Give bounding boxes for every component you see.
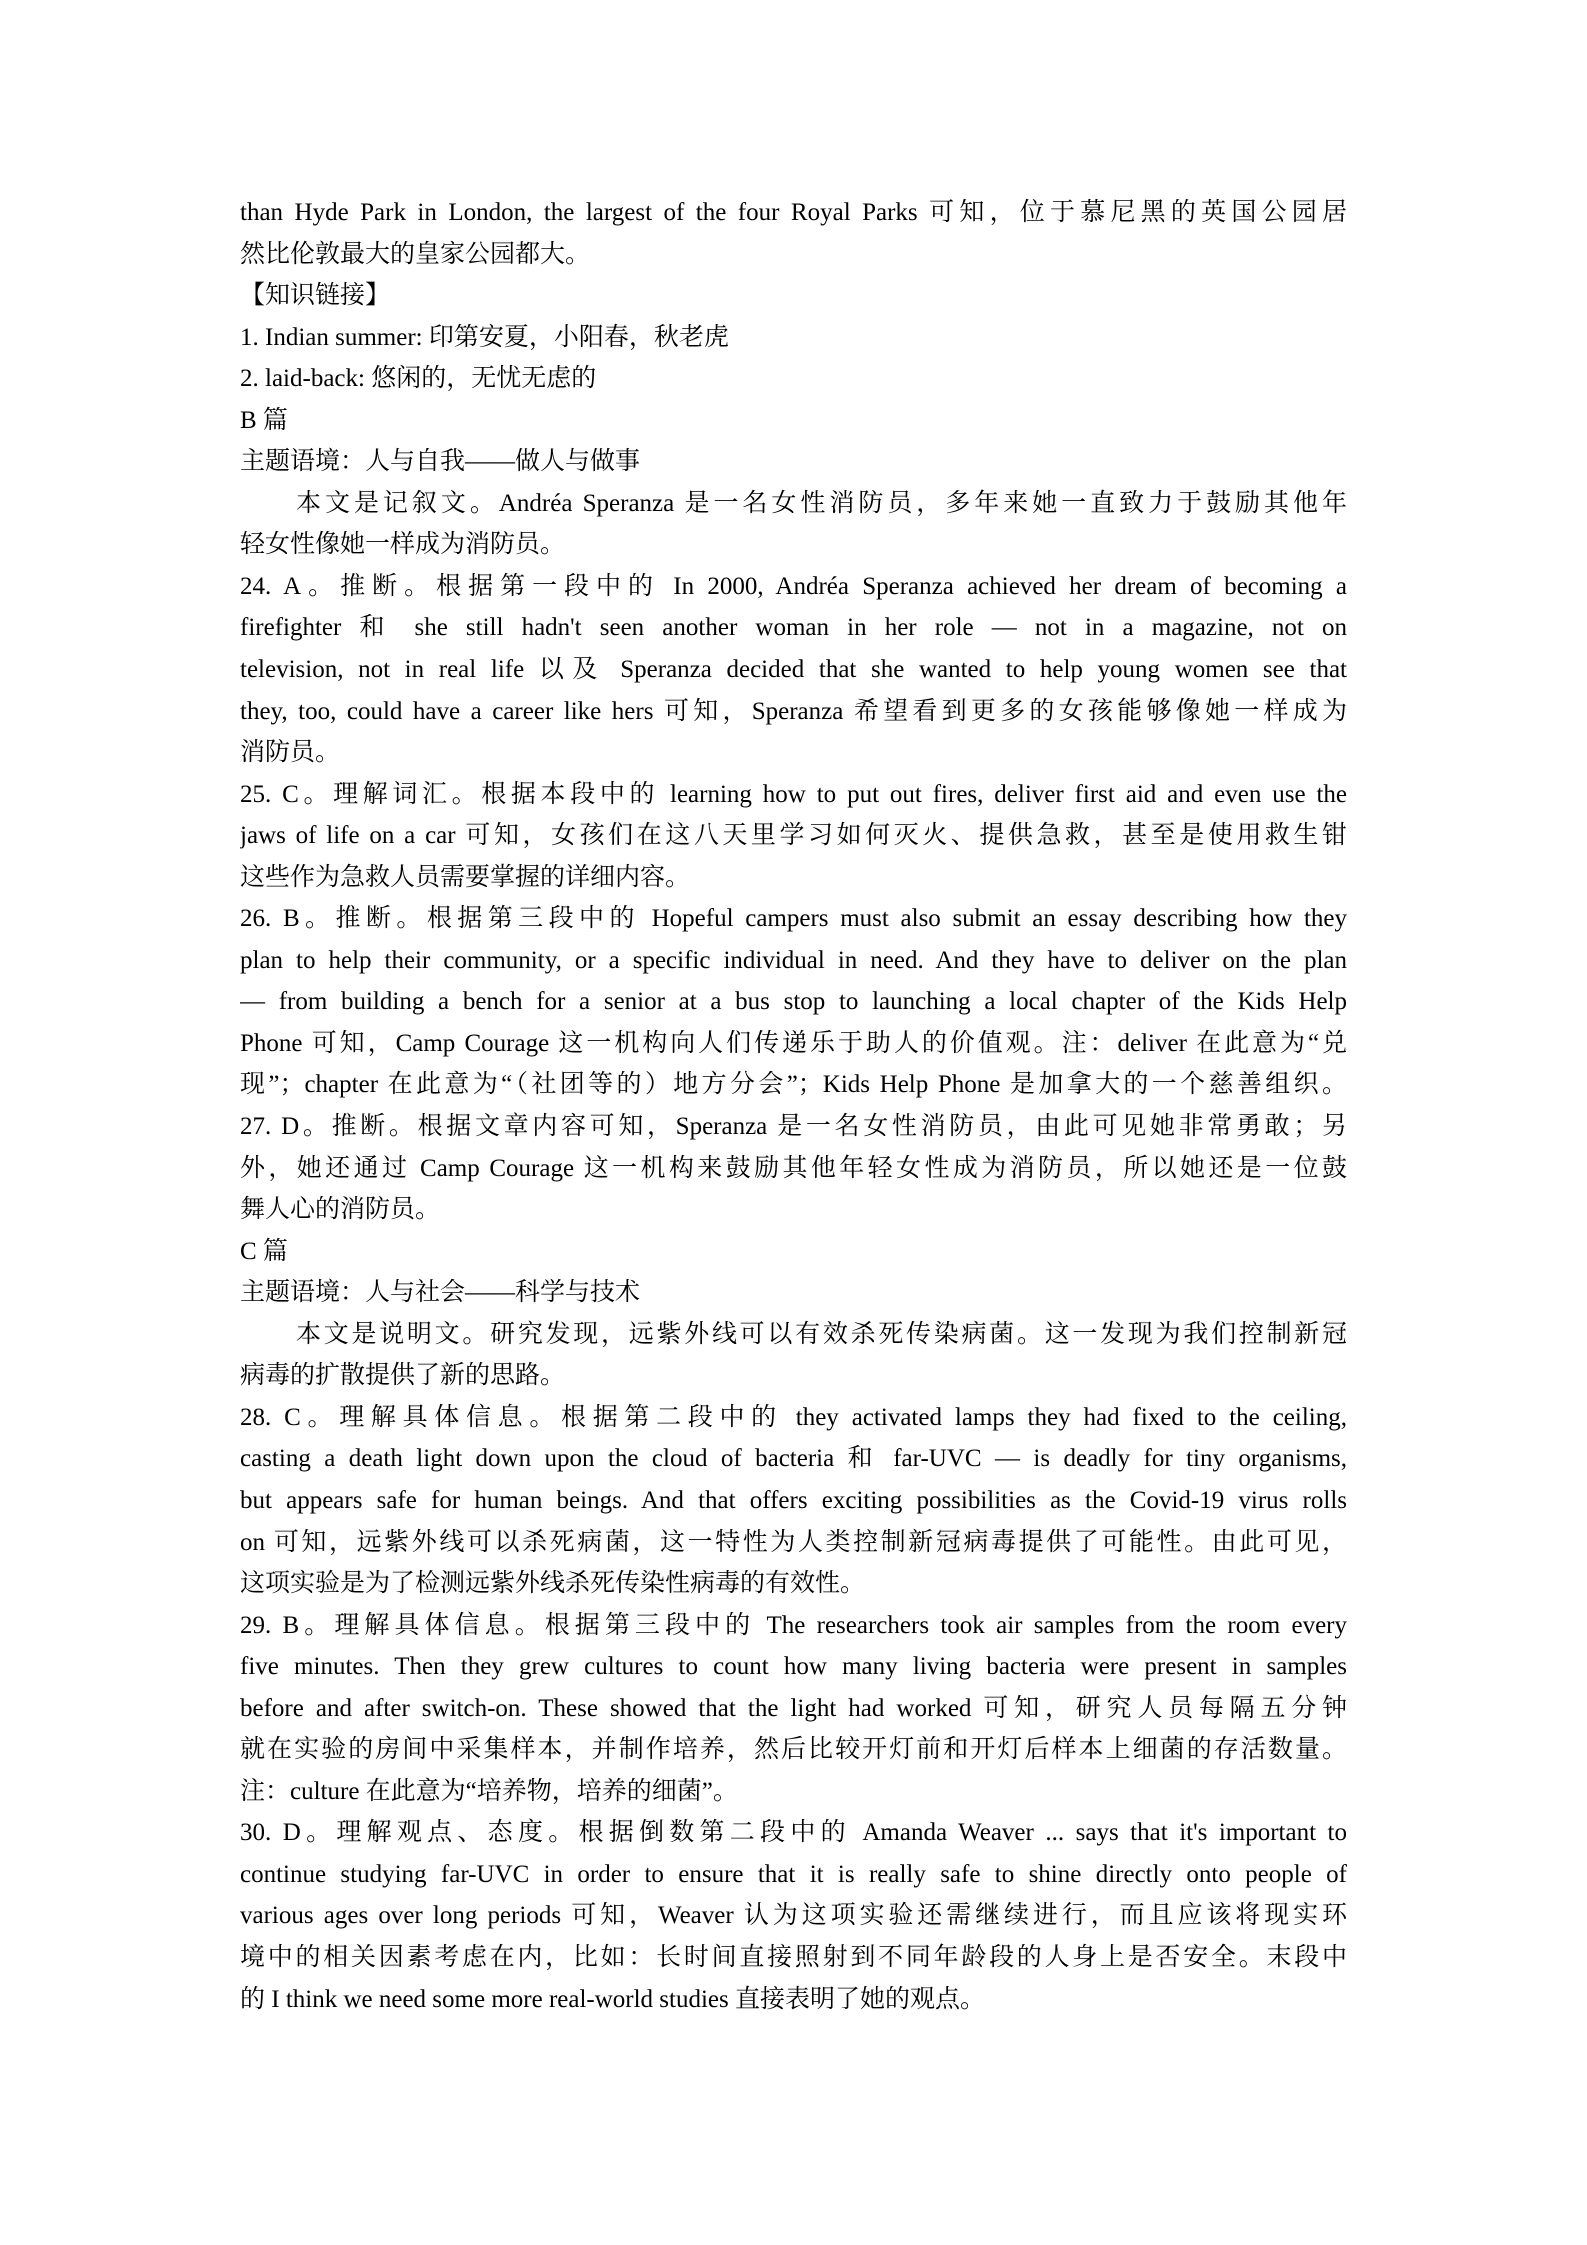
text-line: 这些作为急救人员需要掌握的详细内容。 [240,863,691,891]
text-line: on 可知，远紫外线可以杀死病菌，这一特性为人类控制新冠病毒提供了可能性。由此可见， [240,1528,1347,1556]
text-line: firefighter 和 she still hadn't seen another woman in her role — not in a magazine, not on [240,614,1347,642]
text-line: 【知识链接】 [240,282,391,310]
text-line: before and after switch-on. These showed that the light had worked 可知，研究人员每隔五分钟 [240,1694,1347,1722]
text-line: five minutes. Then they grew cultures to count how many living bacteria were present in samples [240,1653,1347,1681]
paragraph [240,1106,1347,1231]
paragraph [240,358,1347,400]
paragraph [240,1605,1347,1813]
paragraph [240,1272,1347,1314]
text-line: but appears safe for human beings. And that offers exciting possibilities as the Covid-19 virus rolls [240,1486,1347,1514]
text-line: 注：culture 在此意为“培养物，培养的细菌”。 [240,1777,738,1805]
text-line: 本文是记叙文。Andréa Speranza 是一名女性消防员，多年来她一直致力于鼓励其他年 [296,489,1347,517]
paragraph [240,400,1347,442]
text-line: jaws of life on a car 可知，女孩们在这八天里学习如何灭火、提供急救，甚至是使用救生钳 [240,822,1347,850]
paragraph [240,317,1347,359]
text-line: than Hyde Park in London, the largest of the four Royal Parks 可知，位于慕尼黑的英国公园居 [240,199,1347,226]
text-line: 外，她还通过 Camp Courage 这一机构来鼓励其他年轻女性成为消防员，所以她还是一位鼓 [240,1154,1347,1182]
paragraph [240,192,1347,275]
text-line: casting a death light down upon the cloud of bacteria 和 far-UVC — is deadly for tiny organisms, [240,1445,1347,1473]
paragraph [240,1812,1347,2020]
text-line: 这项实验是为了检测远紫外线杀死传染性病毒的有效性。 [240,1570,866,1598]
paragraph [240,441,1347,483]
text-line: 2. laid-back: 悠闲的，无忧无虑的 [240,365,597,393]
text-line: 轻女性像她一样成为消防员。 [240,531,566,559]
text-line: B 篇 [240,406,288,434]
text-line: — from building a bench for a senior at a bus stop to launching a local chapter of the Kids Help [240,988,1347,1016]
text-line: 26. B。推断。根据第三段中的 Hopeful campers must also submit an essay describing how they [240,905,1347,933]
text-line: various ages over long periods 可知，Weaver 认为这项实验还需继续进行，而且应该将现实环 [240,1902,1347,1930]
text-line: 境中的相关因素考虑在内，比如：长时间直接照射到不同年龄段的人身上是否安全。末段中 [240,1943,1347,1971]
text-line: 1. Indian summer: 印第安夏，小阳春，秋老虎 [240,323,729,351]
paragraph [240,275,1347,317]
paragraph [240,566,1347,774]
text-line: 29. B。理解具体信息。根据第三段中的 The researchers took air samples from the room every [240,1611,1347,1639]
text-line: 主题语境：人与自我——做人与做事 [240,448,641,476]
text-line: 现”；chapter 在此意为“（社团等的）地方分会”；Kids Help Phone 是加拿大的一个慈善组织。 [240,1071,1347,1099]
text-line: 然比伦敦最大的皇家公园都大。 [240,240,591,268]
text-line: they, too, could have a career like hers 可知，Speranza 希望看到更多的女孩能够像她一样成为 [240,697,1347,725]
text-line: 27. D。推断。根据文章内容可知，Speranza 是一名女性消防员，由此可见她非常勇敢；另 [240,1113,1347,1141]
text-line: 28. C。理解具体信息。根据第二段中的 they activated lamps they had fixed to the ceiling, [240,1403,1347,1431]
text-line: 消防员。 [240,739,341,767]
text-line: Phone 可知，Camp Courage 这一机构向人们传递乐于助人的价值观。注：deliver 在此意为“兑 [240,1029,1347,1057]
text-line: 主题语境：人与社会——科学与技术 [240,1279,641,1307]
text-line: 的 I think we need some more real-world studies 直接表明了她的观点。 [240,1985,986,2013]
text-line: 25. C。理解词汇。根据本段中的 learning how to put out fires, deliver first aid and even use the [240,780,1347,808]
paragraph [240,1397,1347,1605]
text-line: 本文是说明文。研究发现，远紫外线可以有效杀死传染病菌。这一发现为我们控制新冠 [296,1320,1347,1348]
paragraph [240,483,1347,566]
page-text-content [240,192,1347,2020]
text-line: 24. A。推断。根据第一段中的 In 2000, Andréa Speranza achieved her dream of becoming a [240,572,1347,600]
text-line: 30. D。理解观点、态度。根据倒数第二段中的 Amanda Weaver ... says that it's important to [240,1819,1347,1847]
text-line: 就在实验的房间中采集样本，并制作培养，然后比较开灯前和开灯后样本上细菌的存活数量。 [240,1736,1347,1764]
paragraph [240,774,1347,899]
paragraph [240,1231,1347,1273]
paragraph [240,1314,1347,1397]
paragraph [240,898,1347,1106]
text-line: continue studying far-UVC in order to ensure that it is really safe to shine directly onto people of [240,1860,1347,1888]
text-line: C 篇 [240,1237,288,1265]
text-line: plan to help their community, or a specific individual in need. And they have to deliver on the plan [240,946,1347,974]
text-line: television, not in real life 以及 Speranza decided that she wanted to help young women see that [240,656,1347,684]
text-line: 病毒的扩散提供了新的思路。 [240,1362,566,1390]
text-line: 舞人心的消防员。 [240,1196,441,1224]
